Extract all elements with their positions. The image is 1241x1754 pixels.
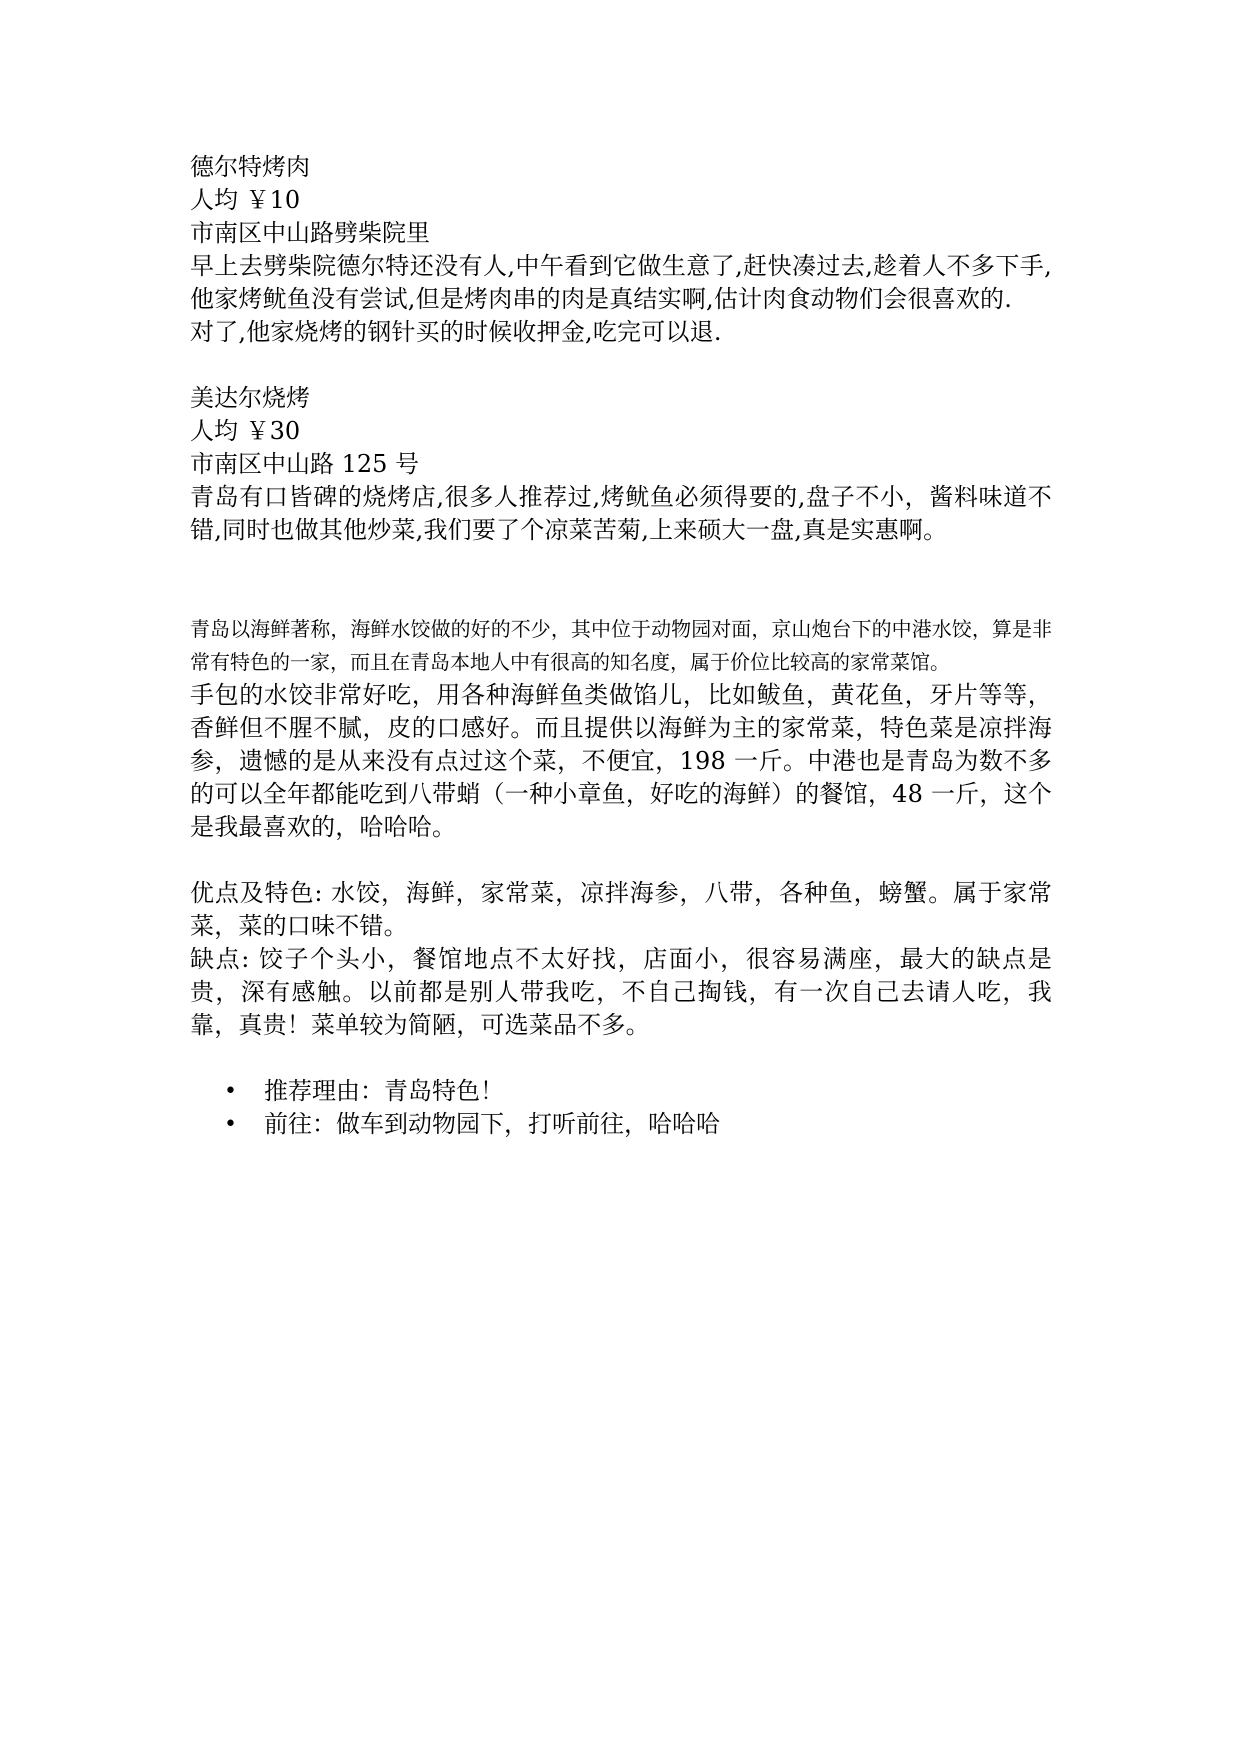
bullet-icon: •	[224, 1079, 237, 1104]
restaurant-description: 手包的水饺非常好吃，用各种海鲜鱼类做馅儿，比如鲅鱼，黄花鱼，牙片等等，香鲜但不腥不腻，皮的口感好。而且提供以海鲜为主的家常菜，特色菜是凉拌海参，遗憾的是从来没有点过这个菜，不便宜，198 一斤。中港也是青岛为数不多的可以全年都能吃到八带蛸（一种小章鱼，好吃的海鲜）的餐馆，48 一斤，这个是我最喜欢的，哈哈哈。	[190, 681, 1052, 841]
document-page	[190, 151, 1052, 1141]
bullet-icon: •	[224, 1112, 237, 1137]
restaurant-name: 美达尔烧烤	[190, 384, 310, 412]
list-item	[224, 1108, 1052, 1141]
recommendation-list	[190, 1075, 1052, 1141]
restaurant-note: 对了,他家烧烤的钢针买的时候收押金,吃完可以退.	[190, 318, 722, 346]
restaurant-review: 早上去劈柴院德尔特还没有人,中午看到它做生意了,赶快凑过去,趁着人不多下手,他家烤鱿鱼没有尝试,但是烤肉串的肉是真结实啊,估计肉食动物们会很喜欢的.	[190, 252, 1052, 313]
restaurant-cons: 缺点: 饺子个头小，餐馆地点不太好找，店面小，很容易满座，最大的缺点是贵，深有感触。以前都是别人带我吃，不自己掏钱，有一次自己去请人吃，我靠，真贵！菜单较为简陋，可选菜品不多。	[190, 945, 1052, 1039]
list-item	[224, 1075, 1052, 1108]
price-per-person: 人均 ￥30	[190, 417, 301, 445]
list-item-text: 前往：做车到动物园下，打听前往，哈哈哈	[264, 1110, 720, 1138]
restaurant-name: 德尔特烤肉	[190, 153, 310, 181]
restaurant-pros: 优点及特色: 水饺，海鲜，家常菜，凉拌海参，八带，各种鱼，螃蟹。属于家常菜，菜的口味不错。	[190, 879, 1052, 940]
restaurant-section-zhonggang	[190, 613, 1052, 1141]
restaurant-address: 市南区中山路劈柴院里	[190, 219, 430, 247]
list-item-text: 推荐理由：青岛特色！	[264, 1077, 504, 1105]
restaurant-review: 青岛有口皆碑的烧烤店,很多人推荐过,烤鱿鱼必须得要的,盘子不小，酱料味道不错,同时也做其他炒菜,我们要了个凉菜苦菊,上来硕大一盘,真是实惠啊。	[190, 483, 1052, 544]
restaurant-intro: 青岛以海鲜著称，海鲜水饺做的好的不少，其中位于动物园对面，京山炮台下的中港水饺，算是非常有特色的一家，而且在青岛本地人中有很高的知名度，属于价位比较高的家常菜馆。	[190, 617, 1052, 674]
restaurant-section-meidaer	[190, 382, 1052, 547]
price-per-person: 人均 ￥10	[190, 186, 301, 214]
restaurant-address: 市南区中山路 125 号	[190, 450, 420, 478]
restaurant-section-deerte	[190, 151, 1052, 349]
